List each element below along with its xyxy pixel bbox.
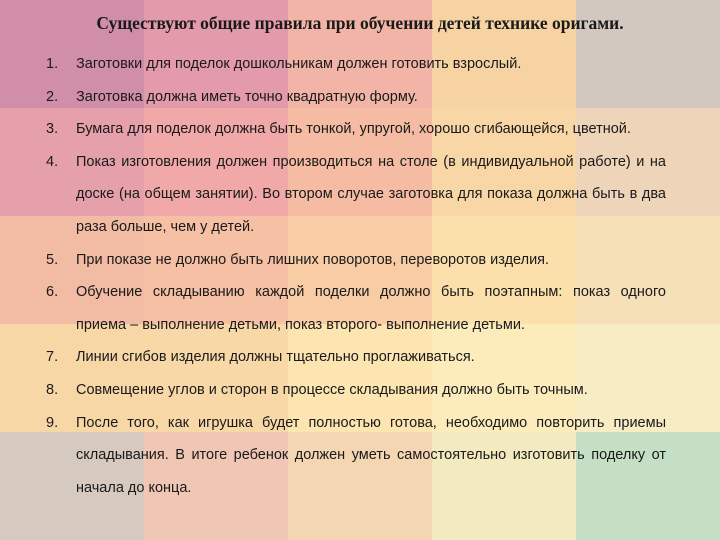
rule-item [46,276,666,341]
rule-number: 6. [46,284,59,301]
rule-text: Линии сгибов изделия должны тщательно проглаживаться. [76,349,475,366]
rule-item [46,244,666,277]
rule-item [46,81,666,114]
rule-number: 3. [46,121,59,138]
rule-text: При показе не должно быть лишних поворотов, переворотов изделия. [76,251,550,268]
rule-number: 7. [46,349,59,366]
rule-item [46,407,666,505]
rule-text: Показ изготовления должен производиться на столе (в индивидуальной работе) и на доске (на общем занятии). Во втором случае заготовка для показа должна быть в два раза больше, чем у детей. [76,153,666,235]
rule-number: 5. [46,251,59,268]
rule-text: Заготовка должна иметь точно квадратную форму. [76,88,418,105]
rule-text: Совмещение углов и сторон в процессе складывания должно быть точным. [76,381,588,398]
rule-number: 8. [46,381,59,398]
rule-text: После того, как игрушка будет полностью готова, необходимо повторить приемы складывания. В итоге ребенок должен уметь самостоятельно изготовить поделку от начала до конца. [76,414,666,496]
rule-text: Заготовки для поделок дошкольникам должен готовить взрослый. [76,56,522,72]
rule-item [46,113,666,146]
rule-number: 9. [46,414,59,431]
rule-item [46,146,666,244]
rule-item [46,48,666,81]
rules-list [46,48,666,504]
rule-number: 2. [46,88,59,105]
rule-number: 4. [46,153,59,170]
rule-text: Бумага для поделок должна быть тонкой, упругой, хорошо сгибающейся, цветной. [76,121,631,138]
rule-item [46,341,666,374]
rule-text: Обучение складыванию каждой поделки должно быть поэтапным: показ одного приема – выполнение детьми, показ второго- выполнение детьми. [76,284,666,333]
rule-number: 1. [46,56,59,72]
rule-item [46,374,666,407]
slide-title: Существуют общие правила при обучении детей технике оригами. [96,13,624,33]
